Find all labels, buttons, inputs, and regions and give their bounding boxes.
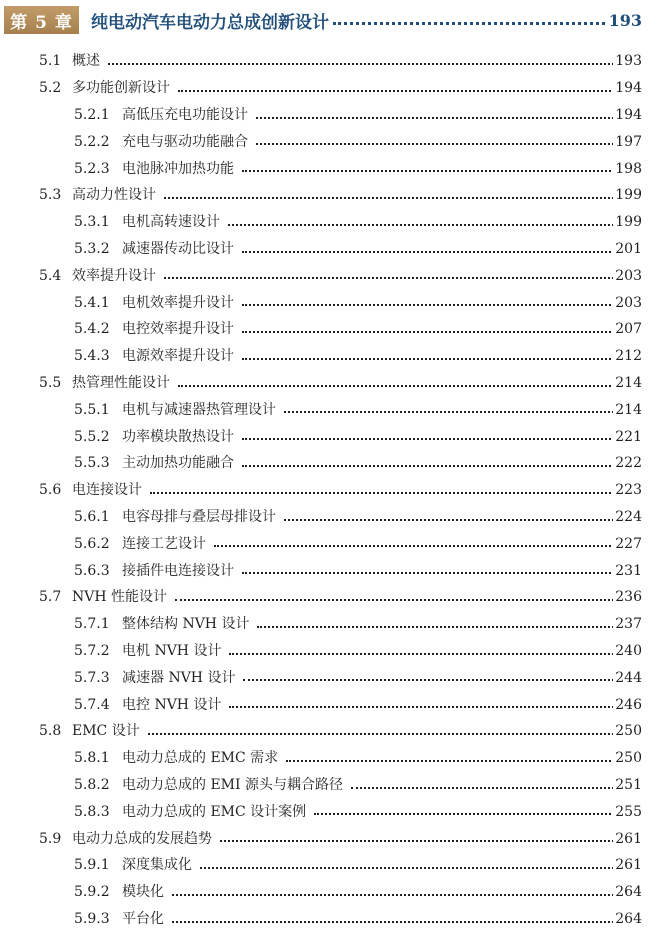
entry-title-text: 接插件电连接设计	[122, 562, 240, 580]
entry-page-number: 244	[613, 669, 642, 687]
entry-page-number: 212	[613, 347, 642, 365]
toc-subsection-entry[interactable]	[0, 236, 648, 263]
entry-title	[122, 669, 241, 687]
entry-page-number: 193	[613, 52, 642, 70]
entry-title	[72, 267, 162, 285]
entry-page-number: 246	[613, 696, 642, 714]
entry-title	[122, 401, 282, 419]
chapter-badge: 第 5 章	[4, 6, 79, 34]
toc-subsection-entry[interactable]	[0, 664, 648, 691]
toc-subsection-entry[interactable]	[0, 530, 648, 557]
toc-section-entry[interactable]	[0, 584, 648, 611]
entry-number: 5.5.2	[74, 428, 110, 446]
toc-subsection-entry[interactable]	[0, 209, 648, 236]
chapter-title[interactable]: 纯电动汽车电动力总成创新设计	[91, 8, 329, 33]
toc-subsection-entry[interactable]	[0, 611, 648, 638]
leader-dots	[200, 865, 618, 869]
entry-page-number: 201	[613, 240, 642, 258]
leader-dots	[314, 811, 618, 815]
toc-subsection-entry[interactable]	[0, 504, 648, 531]
entry-title	[122, 347, 240, 365]
entry-page-number: 227	[613, 535, 642, 553]
entry-page-number: 240	[613, 642, 642, 660]
entry-page-number: 221	[613, 428, 642, 446]
toc-subsection-entry[interactable]	[0, 879, 648, 906]
entry-title	[122, 615, 255, 633]
entry-title-text: 电动力总成的 EMC 设计案例	[122, 803, 312, 821]
leader-dots	[242, 302, 618, 306]
entry-page-number: 264	[613, 910, 642, 928]
entry-number: 5.2	[39, 79, 61, 97]
entry-page-number: 197	[613, 133, 642, 151]
entry-number: 5.9.1	[74, 856, 110, 874]
entry-title	[122, 294, 240, 312]
entry-title	[72, 52, 106, 70]
leader-dots	[229, 651, 618, 655]
entry-page-number: 261	[613, 830, 642, 848]
entry-page-number: 198	[613, 160, 642, 178]
leader-dots	[150, 490, 618, 494]
entry-number: 5.6	[39, 481, 61, 499]
toc-subsection-entry[interactable]	[0, 289, 648, 316]
entry-page-number: 250	[613, 749, 642, 767]
leader-dots	[242, 249, 618, 253]
entry-title	[122, 535, 212, 553]
leader-dots	[242, 356, 618, 360]
leader-dots	[108, 61, 618, 65]
toc-subsection-entry[interactable]	[0, 316, 648, 343]
entry-page-number: 250	[613, 722, 642, 740]
entry-page-number: 194	[613, 79, 642, 97]
entry-title-text: 热管理性能设计	[72, 374, 176, 392]
entry-page-number: 222	[613, 454, 642, 472]
leader-dots	[256, 115, 618, 119]
entry-page-number: 203	[613, 294, 642, 312]
entry-number: 5.7.3	[74, 669, 110, 687]
entry-title-text: 概述	[72, 52, 106, 70]
leader-dots	[220, 838, 618, 842]
entry-title-text: 高低压充电功能设计	[122, 106, 254, 124]
toc-section-entry[interactable]	[0, 262, 648, 289]
entry-page-number: 199	[613, 213, 642, 231]
leader-dots	[178, 383, 618, 387]
entry-title-text: 整体结构 NVH 设计	[122, 615, 255, 633]
leader-dots	[242, 570, 618, 574]
entry-title	[72, 722, 146, 740]
entry-title-text: 高动力性设计	[72, 186, 162, 204]
leader-dots	[284, 409, 618, 413]
entry-number: 5.4.2	[74, 320, 110, 338]
entry-title	[72, 374, 176, 392]
entry-title-text: 模块化	[122, 883, 170, 901]
entry-number: 5.3.1	[74, 213, 110, 231]
entry-title	[72, 79, 176, 97]
toc-subsection-entry[interactable]	[0, 798, 648, 825]
entry-title	[122, 320, 240, 338]
entry-page-number: 264	[613, 883, 642, 901]
leader-dots	[242, 329, 618, 333]
entry-title-text: 平台化	[122, 910, 170, 928]
entry-title	[122, 106, 254, 124]
entry-title	[72, 481, 148, 499]
toc-subsection-entry[interactable]	[0, 155, 648, 182]
toc-subsection-entry[interactable]	[0, 852, 648, 879]
entry-page-number: 199	[613, 186, 642, 204]
entry-page-number: 255	[613, 803, 642, 821]
toc-subsection-entry[interactable]	[0, 557, 648, 584]
toc-section-entry[interactable]	[0, 718, 648, 745]
entry-title	[122, 160, 240, 178]
entry-title	[122, 240, 240, 258]
entry-number: 5.2.2	[74, 133, 110, 151]
entry-page-number: 203	[613, 267, 642, 285]
leader-dots	[172, 892, 618, 896]
entry-title-text: 减速器 NVH 设计	[122, 669, 241, 687]
entry-number: 5.7.2	[74, 642, 110, 660]
leader-dots	[178, 88, 618, 92]
entry-number: 5.8.2	[74, 776, 110, 794]
entry-title	[122, 508, 282, 526]
leader-dots	[256, 141, 618, 145]
entry-number: 5.8	[39, 722, 61, 740]
entry-title-text: 电动力总成的发展趋势	[72, 830, 218, 848]
entry-title-text: 电池脉冲加热功能	[122, 160, 240, 178]
leader-dots	[242, 168, 618, 172]
entry-title	[122, 562, 240, 580]
toc-subsection-entry[interactable]	[0, 691, 648, 718]
entry-title-text: 电机与减速器热管理设计	[122, 401, 282, 419]
leader-dots	[148, 731, 618, 735]
leader-dots	[242, 463, 618, 467]
entry-number: 5.5	[39, 374, 61, 392]
entry-title	[122, 428, 240, 446]
entry-page-number: 251	[613, 776, 642, 794]
entry-title-text: 电连接设计	[72, 481, 148, 499]
entry-number: 5.3.2	[74, 240, 110, 258]
entry-title-text: 电控效率提升设计	[122, 320, 240, 338]
entry-title-text: 效率提升设计	[72, 267, 162, 285]
entry-number: 5.2.1	[74, 106, 110, 124]
leader-dots	[214, 543, 618, 547]
leader-dots	[242, 436, 618, 440]
leader-dots	[286, 758, 618, 762]
entry-number: 5.2.3	[74, 160, 110, 178]
entry-number: 5.3	[39, 186, 61, 204]
entry-page-number: 214	[613, 401, 642, 419]
entry-title-text: 电动力总成的 EMC 需求	[122, 749, 284, 767]
toc-section-entry[interactable]	[0, 182, 648, 209]
leader-dots	[229, 704, 618, 708]
entry-title-text: EMC 设计	[72, 722, 146, 740]
entry-page-number: 231	[613, 562, 642, 580]
entry-number: 5.1	[39, 52, 61, 70]
entry-number: 5.4.3	[74, 347, 110, 365]
toc-subsection-entry[interactable]	[0, 772, 648, 799]
entry-number: 5.6.2	[74, 535, 110, 553]
toc-subsection-entry[interactable]	[0, 638, 648, 665]
entry-number: 5.6.3	[74, 562, 110, 580]
entry-number: 5.4.1	[74, 294, 110, 312]
entry-number: 5.8.3	[74, 803, 110, 821]
entry-number: 5.7.1	[74, 615, 110, 633]
entry-page-number: 223	[613, 481, 642, 499]
entry-page-number: 224	[613, 508, 642, 526]
toc-subsection-entry[interactable]	[0, 343, 648, 370]
entry-number: 5.7.4	[74, 696, 110, 714]
entry-title-text: 功率模块散热设计	[122, 428, 240, 446]
toc-subsection-entry[interactable]	[0, 102, 648, 129]
toc-section-entry[interactable]	[0, 75, 648, 102]
entry-page-number: 261	[613, 856, 642, 874]
entry-title-text: NVH 性能设计	[72, 588, 173, 606]
entry-number: 5.5.3	[74, 454, 110, 472]
entry-title-text: 电源效率提升设计	[122, 347, 240, 365]
entry-title-text: 深度集成化	[122, 856, 198, 874]
toc-subsection-entry[interactable]	[0, 396, 648, 423]
chapter-leader-dots	[333, 20, 605, 25]
entry-title	[72, 186, 162, 204]
entry-number: 5.5.1	[74, 401, 110, 419]
table-of-contents	[0, 48, 648, 932]
leader-dots	[164, 275, 618, 279]
entry-title	[122, 213, 226, 231]
entry-title-text: 电机 NVH 设计	[122, 642, 227, 660]
entry-number: 5.8.1	[74, 749, 110, 767]
entry-title	[122, 749, 284, 767]
entry-number: 5.9	[39, 830, 61, 848]
leader-dots	[164, 195, 618, 199]
toc-section-entry[interactable]	[0, 370, 648, 397]
toc-section-entry[interactable]	[0, 825, 648, 852]
entry-title-text: 电机效率提升设计	[122, 294, 240, 312]
entry-title-text: 电机高转速设计	[122, 213, 226, 231]
chapter-header	[0, 6, 644, 34]
entry-page-number: 207	[613, 320, 642, 338]
entry-title	[122, 133, 254, 151]
entry-page-number: 236	[613, 588, 642, 606]
toc-subsection-entry[interactable]	[0, 423, 648, 450]
entry-title-text: 电控 NVH 设计	[122, 696, 227, 714]
entry-title-text: 电动力总成的 EMI 源头与耦合路径	[122, 776, 349, 794]
toc-subsection-entry[interactable]	[0, 450, 648, 477]
entry-title	[122, 910, 170, 928]
toc-subsection-entry[interactable]	[0, 745, 648, 772]
entry-title-text: 充电与驱动功能融合	[122, 133, 254, 151]
entry-page-number: 214	[613, 374, 642, 392]
entry-number: 5.6.1	[74, 508, 110, 526]
leader-dots	[243, 677, 618, 681]
leader-dots	[172, 919, 618, 923]
entry-title	[122, 642, 227, 660]
entry-title	[72, 588, 173, 606]
leader-dots	[257, 624, 618, 628]
toc-subsection-entry[interactable]	[0, 128, 648, 155]
entry-title-text: 多功能创新设计	[72, 79, 176, 97]
entry-title	[122, 856, 198, 874]
toc-subsection-entry[interactable]	[0, 906, 648, 932]
entry-number: 5.9.2	[74, 883, 110, 901]
entry-title	[122, 454, 240, 472]
entry-page-number: 237	[613, 615, 642, 633]
entry-title	[122, 696, 227, 714]
entry-title	[122, 803, 312, 821]
entry-title-text: 电容母排与叠层母排设计	[122, 508, 282, 526]
entry-page-number: 194	[613, 106, 642, 124]
entry-number: 5.9.3	[74, 910, 110, 928]
leader-dots	[175, 597, 618, 601]
entry-title	[122, 776, 349, 794]
leader-dots	[351, 785, 618, 789]
leader-dots	[228, 222, 618, 226]
entry-title-text: 连接工艺设计	[122, 535, 212, 553]
toc-section-entry[interactable]	[0, 48, 648, 75]
entry-number: 5.7	[39, 588, 61, 606]
toc-section-entry[interactable]	[0, 477, 648, 504]
entry-title	[122, 883, 170, 901]
entry-title	[72, 830, 218, 848]
entry-title-text: 减速器传动比设计	[122, 240, 240, 258]
chapter-page-number: 193	[609, 11, 642, 30]
leader-dots	[284, 517, 618, 521]
entry-number: 5.4	[39, 267, 61, 285]
entry-title-text: 主动加热功能融合	[122, 454, 240, 472]
